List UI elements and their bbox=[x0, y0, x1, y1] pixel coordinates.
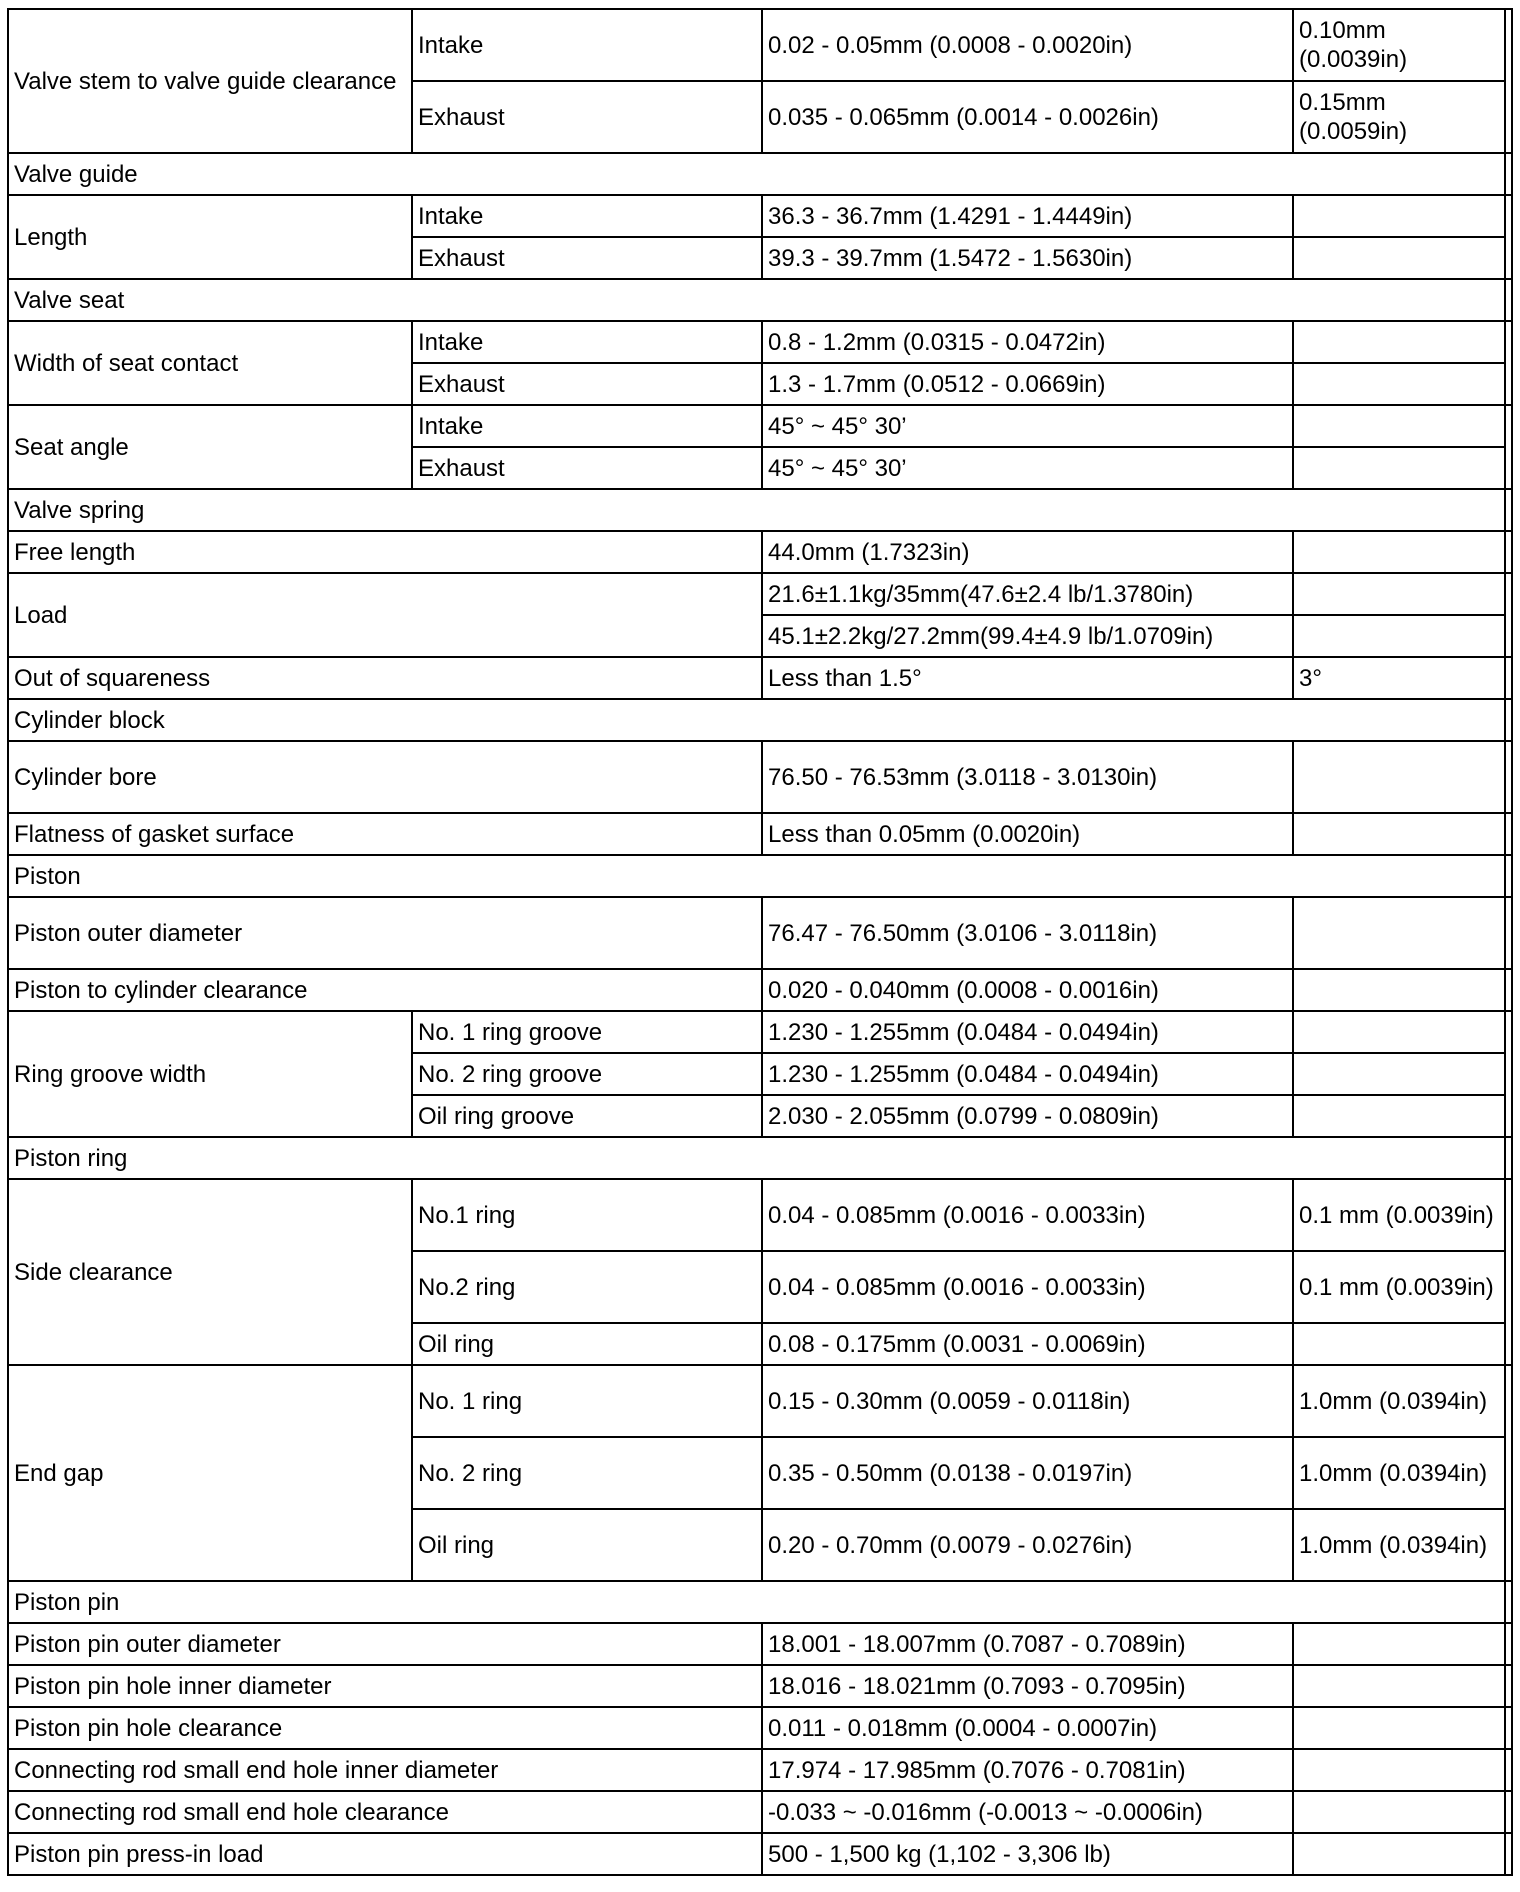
spec-cell: 36.3 - 36.7mm (1.4291 - 1.4449in) bbox=[762, 195, 1293, 237]
sub-item-cell: No.1 ring bbox=[412, 1179, 762, 1251]
item-cell: Piston pin hole inner diameter bbox=[8, 1665, 762, 1707]
spec-cell: 18.016 - 18.021mm (0.7093 - 0.7095in) bbox=[762, 1665, 1293, 1707]
section-heading: Valve spring bbox=[8, 489, 1505, 531]
sub-item-cell: Intake bbox=[412, 405, 762, 447]
margin-cell bbox=[1505, 405, 1512, 489]
spec-table bbox=[7, 8, 1513, 1876]
margin-cell bbox=[1505, 1791, 1512, 1833]
limit-cell bbox=[1293, 573, 1505, 615]
item-cell: Piston pin hole clearance bbox=[8, 1707, 762, 1749]
limit-cell bbox=[1293, 897, 1505, 969]
limit-cell bbox=[1293, 363, 1505, 405]
margin-cell bbox=[1505, 1011, 1512, 1137]
sub-item-cell: Exhaust bbox=[412, 447, 762, 489]
sub-item-cell: Intake bbox=[412, 9, 762, 81]
section-row bbox=[8, 153, 1512, 195]
section-row bbox=[8, 279, 1512, 321]
spec-cell: 17.974 - 17.985mm (0.7076 - 0.7081in) bbox=[762, 1749, 1293, 1791]
limit-cell: 0.15mm (0.0059in) bbox=[1293, 81, 1505, 153]
sub-item-cell: No. 1 ring bbox=[412, 1365, 762, 1437]
spec-cell: 1.3 - 1.7mm (0.0512 - 0.0669in) bbox=[762, 363, 1293, 405]
section-row bbox=[8, 1137, 1512, 1179]
table-row bbox=[8, 657, 1512, 699]
table-row bbox=[8, 405, 1512, 447]
table-row bbox=[8, 1011, 1512, 1053]
item-cell: Flatness of gasket surface bbox=[8, 813, 762, 855]
table-row bbox=[8, 1665, 1512, 1707]
margin-cell bbox=[1505, 813, 1512, 855]
sub-item-cell: Oil ring bbox=[412, 1509, 762, 1581]
section-row bbox=[8, 1581, 1512, 1623]
limit-cell bbox=[1293, 1665, 1505, 1707]
limit-cell bbox=[1293, 615, 1505, 657]
table-row bbox=[8, 1833, 1512, 1875]
item-cell: Free length bbox=[8, 531, 762, 573]
item-cell: Connecting rod small end hole inner diameter bbox=[8, 1749, 762, 1791]
limit-cell bbox=[1293, 1053, 1505, 1095]
spec-cell: 2.030 - 2.055mm (0.0799 - 0.0809in) bbox=[762, 1095, 1293, 1137]
sub-item-cell: Oil ring groove bbox=[412, 1095, 762, 1137]
limit-cell bbox=[1293, 1791, 1505, 1833]
table-row bbox=[8, 969, 1512, 1011]
section-row bbox=[8, 855, 1512, 897]
limit-cell bbox=[1293, 1833, 1505, 1875]
spec-cell: 0.035 - 0.065mm (0.0014 - 0.0026in) bbox=[762, 81, 1293, 153]
margin-cell bbox=[1505, 1749, 1512, 1791]
spec-cell: 76.47 - 76.50mm (3.0106 - 3.0118in) bbox=[762, 897, 1293, 969]
spec-cell: 44.0mm (1.7323in) bbox=[762, 531, 1293, 573]
table-row bbox=[8, 9, 1512, 81]
spec-cell: 0.011 - 0.018mm (0.0004 - 0.0007in) bbox=[762, 1707, 1293, 1749]
margin-cell bbox=[1505, 489, 1512, 531]
spec-cell: -0.033 ~ -0.016mm (-0.0013 ~ -0.0006in) bbox=[762, 1791, 1293, 1833]
limit-cell bbox=[1293, 531, 1505, 573]
sub-item-cell: No. 2 ring bbox=[412, 1437, 762, 1509]
spec-cell: 0.04 - 0.085mm (0.0016 - 0.0033in) bbox=[762, 1251, 1293, 1323]
margin-cell bbox=[1505, 321, 1512, 405]
limit-cell bbox=[1293, 969, 1505, 1011]
margin-cell bbox=[1505, 1623, 1512, 1665]
item-cell: Connecting rod small end hole clearance bbox=[8, 1791, 762, 1833]
margin-cell bbox=[1505, 1707, 1512, 1749]
margin-cell bbox=[1505, 279, 1512, 321]
spec-cell: 45.1±2.2kg/27.2mm(99.4±4.9 lb/1.0709in) bbox=[762, 615, 1293, 657]
sub-item-cell: No. 1 ring groove bbox=[412, 1011, 762, 1053]
limit-cell: 1.0mm (0.0394in) bbox=[1293, 1509, 1505, 1581]
margin-cell bbox=[1505, 1833, 1512, 1875]
item-cell: Piston pin press-in load bbox=[8, 1833, 762, 1875]
item-cell: Length bbox=[8, 195, 412, 279]
sub-item-cell: No. 2 ring groove bbox=[412, 1053, 762, 1095]
margin-cell bbox=[1505, 1179, 1512, 1365]
item-cell: Piston to cylinder clearance bbox=[8, 969, 762, 1011]
item-cell: End gap bbox=[8, 1365, 412, 1581]
spec-cell: 39.3 - 39.7mm (1.5472 - 1.5630in) bbox=[762, 237, 1293, 279]
table-row bbox=[8, 813, 1512, 855]
item-cell: Valve stem to valve guide clearance bbox=[8, 9, 412, 153]
section-heading: Piston pin bbox=[8, 1581, 1505, 1623]
margin-cell bbox=[1505, 969, 1512, 1011]
table-row bbox=[8, 531, 1512, 573]
margin-cell bbox=[1505, 741, 1512, 813]
margin-cell bbox=[1505, 897, 1512, 969]
spec-cell: 45° ~ 45° 30’ bbox=[762, 447, 1293, 489]
sub-item-cell: Intake bbox=[412, 195, 762, 237]
limit-cell: 3° bbox=[1293, 657, 1505, 699]
spec-cell: 500 - 1,500 kg (1,102 - 3,306 lb) bbox=[762, 1833, 1293, 1875]
table-row bbox=[8, 897, 1512, 969]
spec-cell: 0.04 - 0.085mm (0.0016 - 0.0033in) bbox=[762, 1179, 1293, 1251]
limit-cell bbox=[1293, 1323, 1505, 1365]
limit-cell bbox=[1293, 237, 1505, 279]
table-row bbox=[8, 1623, 1512, 1665]
item-cell: Seat angle bbox=[8, 405, 412, 489]
limit-cell: 1.0mm (0.0394in) bbox=[1293, 1437, 1505, 1509]
section-heading: Cylinder block bbox=[8, 699, 1505, 741]
spec-cell: 0.15 - 0.30mm (0.0059 - 0.0118in) bbox=[762, 1365, 1293, 1437]
spec-cell: Less than 1.5° bbox=[762, 657, 1293, 699]
spec-cell: 76.50 - 76.53mm (3.0118 - 3.0130in) bbox=[762, 741, 1293, 813]
section-row bbox=[8, 699, 1512, 741]
item-cell: Piston outer diameter bbox=[8, 897, 762, 969]
margin-cell bbox=[1505, 1365, 1512, 1581]
spec-cell: 0.8 - 1.2mm (0.0315 - 0.0472in) bbox=[762, 321, 1293, 363]
spec-cell: 18.001 - 18.007mm (0.7087 - 0.7089in) bbox=[762, 1623, 1293, 1665]
item-cell: Out of squareness bbox=[8, 657, 762, 699]
spec-cell: 1.230 - 1.255mm (0.0484 - 0.0494in) bbox=[762, 1053, 1293, 1095]
limit-cell: 0.10mm (0.0039in) bbox=[1293, 9, 1505, 81]
spec-cell: 0.20 - 0.70mm (0.0079 - 0.0276in) bbox=[762, 1509, 1293, 1581]
margin-cell bbox=[1505, 195, 1512, 279]
table-row bbox=[8, 1791, 1512, 1833]
spec-cell: 0.020 - 0.040mm (0.0008 - 0.0016in) bbox=[762, 969, 1293, 1011]
table-row bbox=[8, 1365, 1512, 1437]
limit-cell bbox=[1293, 813, 1505, 855]
margin-cell bbox=[1505, 855, 1512, 897]
sub-item-cell: Intake bbox=[412, 321, 762, 363]
table-row bbox=[8, 573, 1512, 615]
margin-cell bbox=[1505, 573, 1512, 657]
spec-cell: Less than 0.05mm (0.0020in) bbox=[762, 813, 1293, 855]
spec-cell: 45° ~ 45° 30’ bbox=[762, 405, 1293, 447]
section-heading: Piston ring bbox=[8, 1137, 1505, 1179]
spec-cell: 0.35 - 0.50mm (0.0138 - 0.0197in) bbox=[762, 1437, 1293, 1509]
margin-cell bbox=[1505, 1137, 1512, 1179]
table-row bbox=[8, 321, 1512, 363]
sub-item-cell: Exhaust bbox=[412, 363, 762, 405]
limit-cell bbox=[1293, 447, 1505, 489]
spec-cell: 0.08 - 0.175mm (0.0031 - 0.0069in) bbox=[762, 1323, 1293, 1365]
limit-cell bbox=[1293, 195, 1505, 237]
limit-cell: 0.1 mm (0.0039in) bbox=[1293, 1251, 1505, 1323]
limit-cell bbox=[1293, 321, 1505, 363]
table-row bbox=[8, 195, 1512, 237]
margin-cell bbox=[1505, 1581, 1512, 1623]
margin-cell bbox=[1505, 1665, 1512, 1707]
limit-cell bbox=[1293, 1095, 1505, 1137]
item-cell: Ring groove width bbox=[8, 1011, 412, 1137]
table-row bbox=[8, 1749, 1512, 1791]
margin-cell bbox=[1505, 699, 1512, 741]
item-cell: Side clearance bbox=[8, 1179, 412, 1365]
margin-cell bbox=[1505, 531, 1512, 573]
section-heading: Valve guide bbox=[8, 153, 1505, 195]
limit-cell bbox=[1293, 405, 1505, 447]
limit-cell bbox=[1293, 1749, 1505, 1791]
limit-cell bbox=[1293, 1623, 1505, 1665]
margin-cell bbox=[1505, 153, 1512, 195]
margin-cell bbox=[1505, 9, 1512, 153]
limit-cell: 1.0mm (0.0394in) bbox=[1293, 1365, 1505, 1437]
table-row bbox=[8, 741, 1512, 813]
section-row bbox=[8, 489, 1512, 531]
item-cell: Width of seat contact bbox=[8, 321, 412, 405]
table-row bbox=[8, 1179, 1512, 1251]
item-cell: Load bbox=[8, 573, 762, 657]
spec-cell: 0.02 - 0.05mm (0.0008 - 0.0020in) bbox=[762, 9, 1293, 81]
table-row bbox=[8, 1707, 1512, 1749]
sub-item-cell: Exhaust bbox=[412, 81, 762, 153]
limit-cell: 0.1 mm (0.0039in) bbox=[1293, 1179, 1505, 1251]
limit-cell bbox=[1293, 1011, 1505, 1053]
sub-item-cell: Oil ring bbox=[412, 1323, 762, 1365]
sub-item-cell: No.2 ring bbox=[412, 1251, 762, 1323]
section-heading: Valve seat bbox=[8, 279, 1505, 321]
margin-cell bbox=[1505, 657, 1512, 699]
sub-item-cell: Exhaust bbox=[412, 237, 762, 279]
item-cell: Piston pin outer diameter bbox=[8, 1623, 762, 1665]
spec-cell: 1.230 - 1.255mm (0.0484 - 0.0494in) bbox=[762, 1011, 1293, 1053]
spec-cell: 21.6±1.1kg/35mm(47.6±2.4 lb/1.3780in) bbox=[762, 573, 1293, 615]
section-heading: Piston bbox=[8, 855, 1505, 897]
item-cell: Cylinder bore bbox=[8, 741, 762, 813]
limit-cell bbox=[1293, 1707, 1505, 1749]
limit-cell bbox=[1293, 741, 1505, 813]
